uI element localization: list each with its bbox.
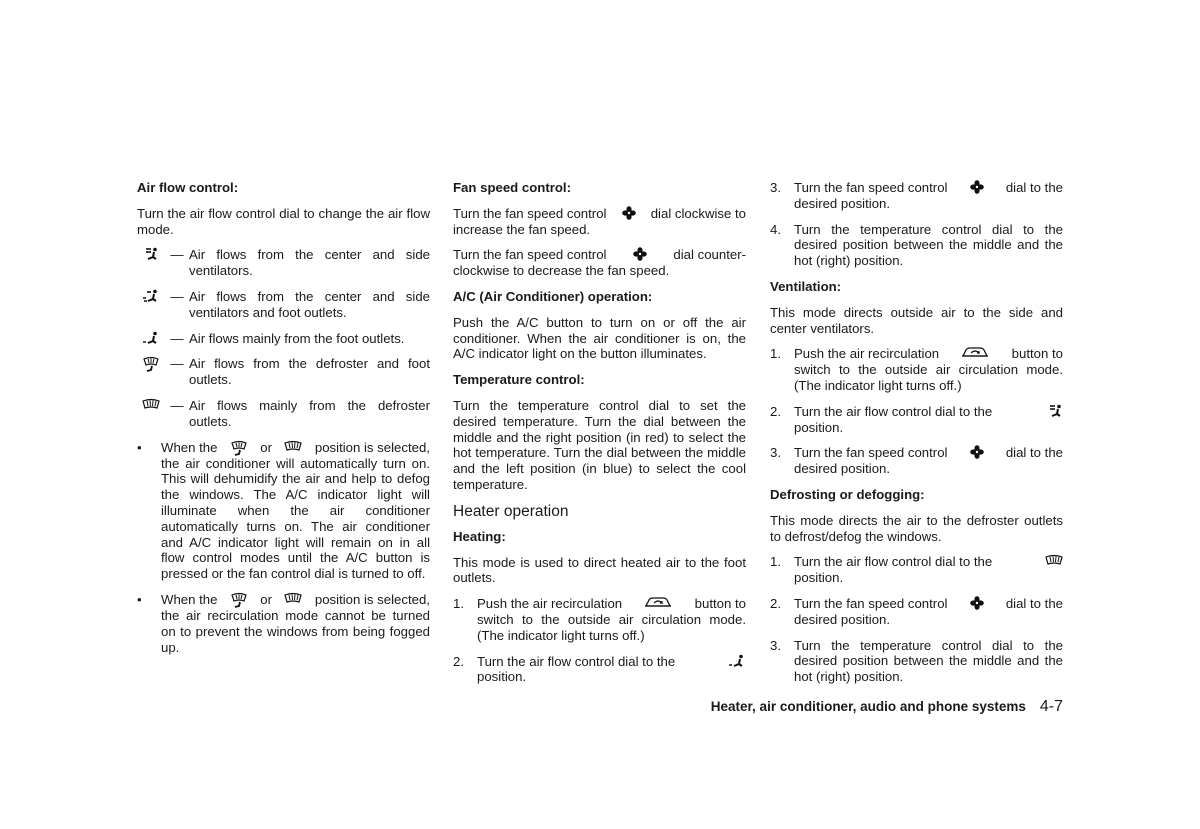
heating-text: This mode is used to direct heated air to the foot outlets. (453, 554, 746, 586)
mode-text: Air flows mainly from the defroster outlets. (189, 397, 430, 429)
fan-speed-heading: Fan speed control: (453, 180, 571, 195)
ventilation-step-2: 2. Turn the air flow control dial to the position. (770, 404, 1063, 436)
defrost-foot-icon (230, 592, 248, 608)
heating-step-2: 2. Turn the air flow control dial to the position. (453, 654, 746, 686)
footer-title: Heater, air conditioner, audio and phone systems (710, 699, 1026, 714)
vent-foot-icon (728, 654, 746, 670)
mode-text: Air flows from the center and side ventilators and foot outlets. (189, 288, 430, 320)
defrosting-text: This mode directs the air to the defroster outlets to defrost/defog the windows. (770, 512, 1063, 544)
heating-step-1: 1. Push the air recirculation button to switch to the outside air circulation mode. (The indicator light turns off.) (453, 596, 746, 643)
defrost-step-2: 2. Turn the fan speed control dial to the desired position. (770, 595, 1063, 627)
defrost-step-3: 3. Turn the temperature control dial to the desired position between the middle and the hot (right) position. (770, 637, 1063, 685)
mode-item-foot: — Air flows mainly from the foot outlets. (137, 331, 430, 347)
defrost-foot-icon (230, 440, 248, 456)
vent-face-icon (1047, 404, 1063, 420)
fan-icon (622, 206, 636, 222)
column-1 (137, 180, 430, 665)
vent-foot-icon (142, 331, 160, 347)
recirculation-icon (643, 596, 673, 612)
page-footer (711, 698, 1063, 716)
page-number: 4-7 (1039, 698, 1063, 715)
ac-text: Push the A/C button to turn on or off the air conditioner. When the air conditioner is on, the A/C indicator light on the button illuminates. (453, 314, 746, 362)
mode-item-face: — Air flows from the center and side ventilators. (137, 247, 430, 279)
temperature-heading: Temperature control: (453, 372, 585, 388)
mode-text: Air flows from the center and side ventilators. (189, 247, 430, 279)
column-3 (770, 180, 1063, 695)
column-2 (453, 180, 746, 695)
heating-heading: Heating: (453, 528, 506, 544)
air-flow-intro: Turn the air flow control dial to change the air flow mode. (137, 205, 430, 237)
ventilation-step-3: 3. Turn the fan speed control dial to the desired position. (770, 445, 1063, 477)
defrost-icon (284, 592, 302, 608)
defrost-step-1: 1. Turn the air flow control dial to the position. (770, 554, 1063, 586)
temperature-text: Turn the temperature control dial to set the desired temperature. Turn the dial between the middle and the right position (in red) to select the hot temperature. Turn the dial between the middle and the left position (in blue) to select the cool temperature. (453, 397, 746, 492)
ac-heading: A/C (Air Conditioner) operation: (453, 288, 653, 304)
mode-item-bilevel: — Air flows from the center and side ventilators and foot outlets. (137, 289, 430, 321)
fan-speed-para-1: Turn the fan speed control dial clockwise to increase the fan speed. (453, 205, 746, 237)
fan-icon (970, 445, 984, 461)
defrost-foot-icon (142, 356, 160, 388)
heater-operation-section: Heater operation (453, 502, 569, 520)
ventilation-step-1: 1. Push the air recirculation button to switch to the outside air circulation mode. (The indicator light turns off.) (770, 346, 1063, 393)
bullet-recirc-disabled: • When the or position is selected, the air recirculation mode cannot be turned on to prevent the windows from being fogged up. (137, 591, 430, 655)
defrost-icon (142, 398, 160, 430)
heating-step-3: 3. Turn the fan speed control dial to the desired position. (770, 180, 1063, 211)
fan-speed-para-2: Turn the fan speed control dial counter- clockwise to decrease the fan speed. (453, 247, 746, 279)
defrosting-heading: Defrosting or defogging: (770, 486, 925, 502)
fan-icon (633, 247, 647, 263)
mode-item-defrost-foot: — Air flows from the defroster and foot outlets. (137, 356, 430, 388)
defrost-icon (284, 440, 302, 456)
vent-face-icon (143, 247, 159, 279)
fan-icon (970, 180, 984, 196)
ventilation-heading: Ventilation: (770, 278, 842, 294)
mode-item-defrost: — Air flows mainly from the defroster outlets. (137, 398, 430, 430)
defrost-icon (1045, 554, 1063, 570)
heating-step-4: 4. Turn the temperature control dial to the desired position between the middle and the hot (right) position. (770, 221, 1063, 269)
fan-icon (970, 596, 984, 612)
vent-bilevel-icon (142, 289, 160, 321)
air-flow-heading: Air flow control: (137, 180, 239, 195)
ventilation-text: This mode directs outside air to the side and center ventilators. (770, 304, 1063, 336)
mode-text: Air flows mainly from the foot outlets. (189, 330, 405, 346)
bullet-ac-auto: • When the or position is selected, the air conditioner will automatically turn on. This will dehumidify the air and help to defog the windows. The A/C indicator light will illuminate when the air conditioner automatically turns on. The air conditioner and A/C indicator light will remain on in all flow control modes until the A/C button is pressed or the fan control dial is turned to off. (137, 439, 430, 582)
recirculation-icon (960, 346, 990, 362)
mode-text: Air flows from the defroster and foot outlets. (189, 356, 430, 388)
